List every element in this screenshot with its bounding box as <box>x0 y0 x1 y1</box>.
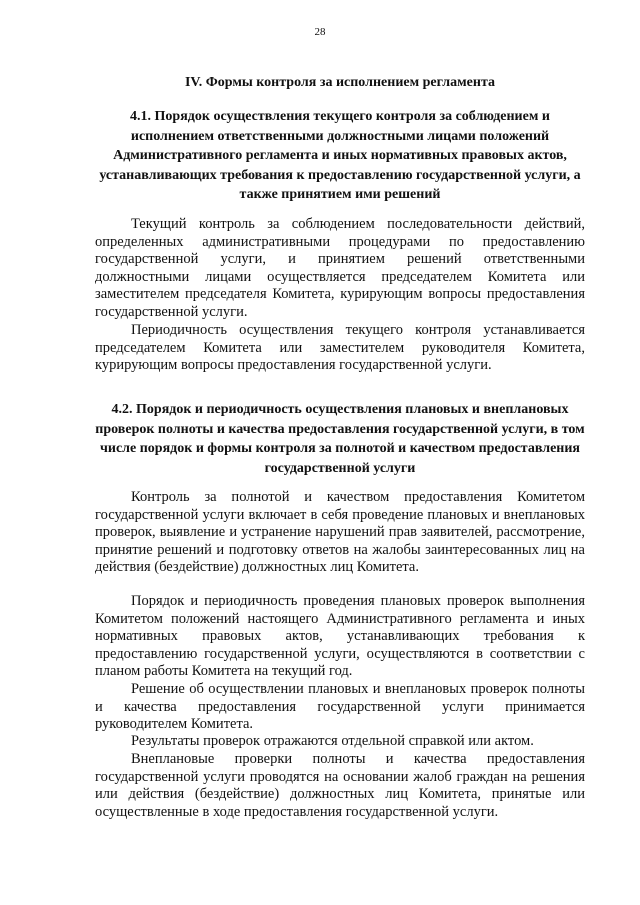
paragraph-4-2-5: Внеплановые проверки полноты и качества предоставления государственной услуги проводятся на основании жалоб граждан на решения или действия (бездействие) должностных лиц Комитета, принятые или осуществленные в ходе предоставления государственной услуги. <box>95 751 585 820</box>
paragraph-4-1-2: Периодичность осуществления текущего контроля устанавливается председателем Комитета или заместителем руководителя Комитета, курирующим вопросы предоставления государственной услуги. <box>95 322 585 374</box>
subsection-heading-4-1: 4.1. Порядок осуществления текущего контроля за соблюдением и исполнением ответственными должностными лицами положений Административного регламента и иных нормативных правовых актов, устанавливающих требования к предоставлению государственной услуги, а также принятием ими решений <box>99 109 581 202</box>
paragraph-4-2-4: Результаты проверок отражаются отдельной справкой или актом. <box>131 733 534 749</box>
paragraph-4-2-1: Контроль за полнотой и качеством предоставления Комитетом государственной услуги включает в себя проведение плановых и внеплановых проверок, выявление и устранение нарушений прав заявителей, рассмотрение, принятие решений и подготовку ответов на жалобы заинтересованных лиц на действия (бездействие) должностных лиц Комитета. <box>95 489 585 576</box>
paragraph-4-1-1: Текущий контроль за соблюдением последовательности действий, определенных административными процедурами по предоставлению государственной услуги, и принятием решений ответственными должностными лицами осуществляется председателем Комитета или заместителем председателя Комитета, курирующим вопросы предоставления государственной услуги. <box>95 216 585 320</box>
page-number: 28 <box>314 26 326 38</box>
subsection-heading-4-2: 4.2. Порядок и периодичность осуществления плановых и внеплановых проверок полноты и качества предоставления государственной услуги, в том числе порядок и формы контроля за полнотой и качеством предоставления государственной услуги <box>95 402 585 476</box>
section-heading: IV. Формы контроля за исполнением регламента <box>184 75 496 90</box>
paragraph-4-2-2: Порядок и периодичность проведения плановых проверок выполнения Комитетом положений настоящего Административного регламента и иных нормативных правовых актов, устанавливающих требования к предоставлению государственной услуги, осуществляются в соответствии с планом работы Комитета на текущий год. <box>95 593 585 680</box>
paragraph-4-2-3: Решение об осуществлении плановых и внеплановых проверок полноты и качества предоставления государственной услуги принимается руководителем Комитета. <box>95 681 585 733</box>
